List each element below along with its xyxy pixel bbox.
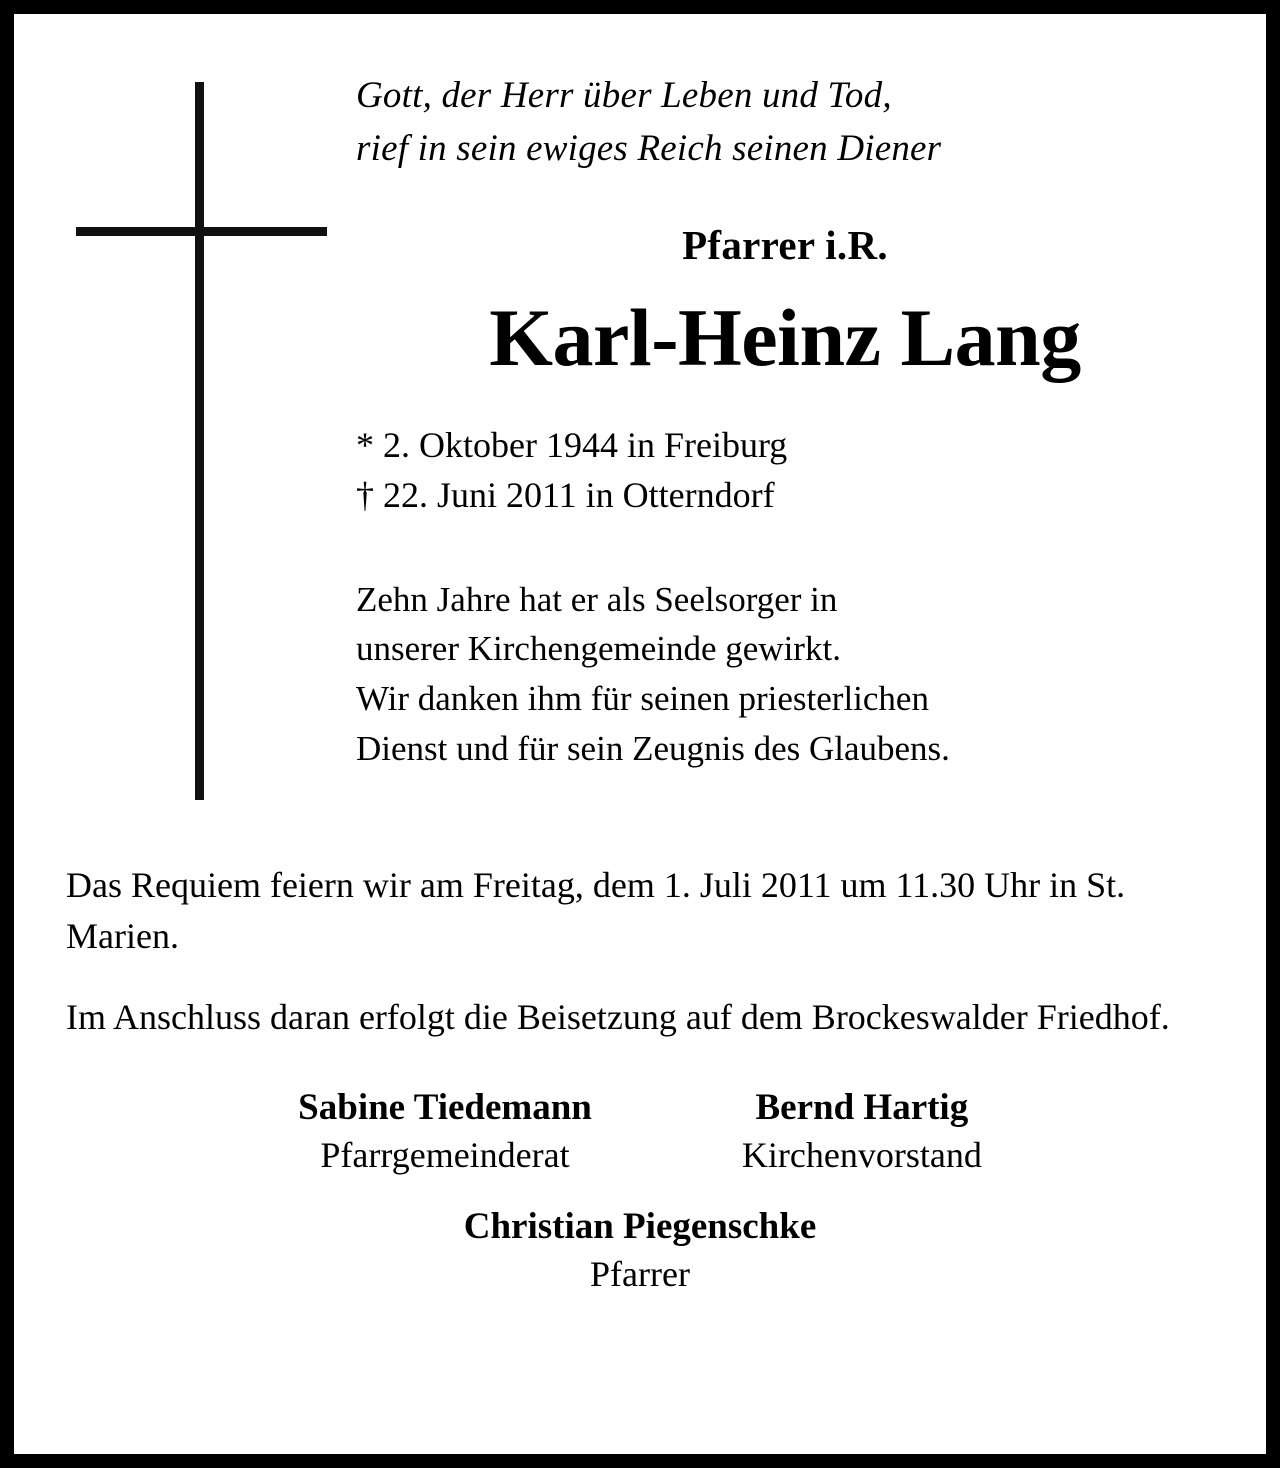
obituary-card-inner [14, 14, 1266, 1454]
signatory-2-role: Kirchenvorstand [741, 1134, 982, 1175]
signatory-3-role: Pfarrer [590, 1253, 690, 1294]
signatory-2 [742, 1085, 982, 1178]
signatory-2-name: Bernd Hartig [755, 1087, 969, 1129]
burial-paragraph: Im Anschluss daran erfolgt die Beisetzung auf dem Brockeswalder Friedhof. [66, 997, 1170, 1038]
life-dates [356, 421, 1214, 520]
tribute-line-2: unserer Kirchengemeinde gewirkt. [356, 629, 841, 669]
signatory-1-role: Pfarrgemeinderat [320, 1134, 570, 1175]
intro-text [356, 70, 1214, 175]
tribute-line-1: Zehn Jahre hat er als Seelsorger in [356, 579, 838, 619]
signature-row-bottom [66, 1204, 1214, 1297]
signature-row-top [66, 1085, 1214, 1178]
requiem-paragraph: Das Requiem feiern wir am Freitag, dem 1. Juli 2011 um 11.30 Uhr in St. Marien. [66, 865, 1126, 957]
role-title: Pfarrer i.R. [682, 222, 888, 269]
tribute-line-3: Wir danken ihm für seinen priesterlichen [356, 678, 929, 718]
service-details [66, 860, 1214, 1043]
intro-line-1: Gott, der Herr über Leben und Tod, [356, 75, 892, 116]
cross-icon [71, 54, 331, 799]
cross-horizontal-bar [76, 227, 327, 236]
birth-date: * 2. Oktober 1944 in Freiburg [356, 425, 788, 466]
signatory-3-name: Christian Piegenschke [463, 1206, 817, 1248]
signatures-block [66, 1085, 1214, 1297]
tribute-text [356, 575, 1214, 774]
header-block [66, 54, 1214, 814]
cross-vertical-bar [195, 82, 204, 800]
signatory-1-name: Sabine Tiedemann [298, 1087, 592, 1129]
cross-column [66, 54, 356, 814]
signatory-1 [298, 1085, 592, 1178]
deceased-name: Karl-Heinz Lang [489, 292, 1081, 384]
heading-column [356, 54, 1214, 773]
intro-line-2: rief in sein ewiges Reich seinen Diener [356, 127, 942, 169]
death-date: † 22. Juni 2011 in Otterndorf [356, 474, 775, 515]
tribute-line-4: Dienst und für sein Zeugnis des Glaubens. [356, 728, 950, 768]
